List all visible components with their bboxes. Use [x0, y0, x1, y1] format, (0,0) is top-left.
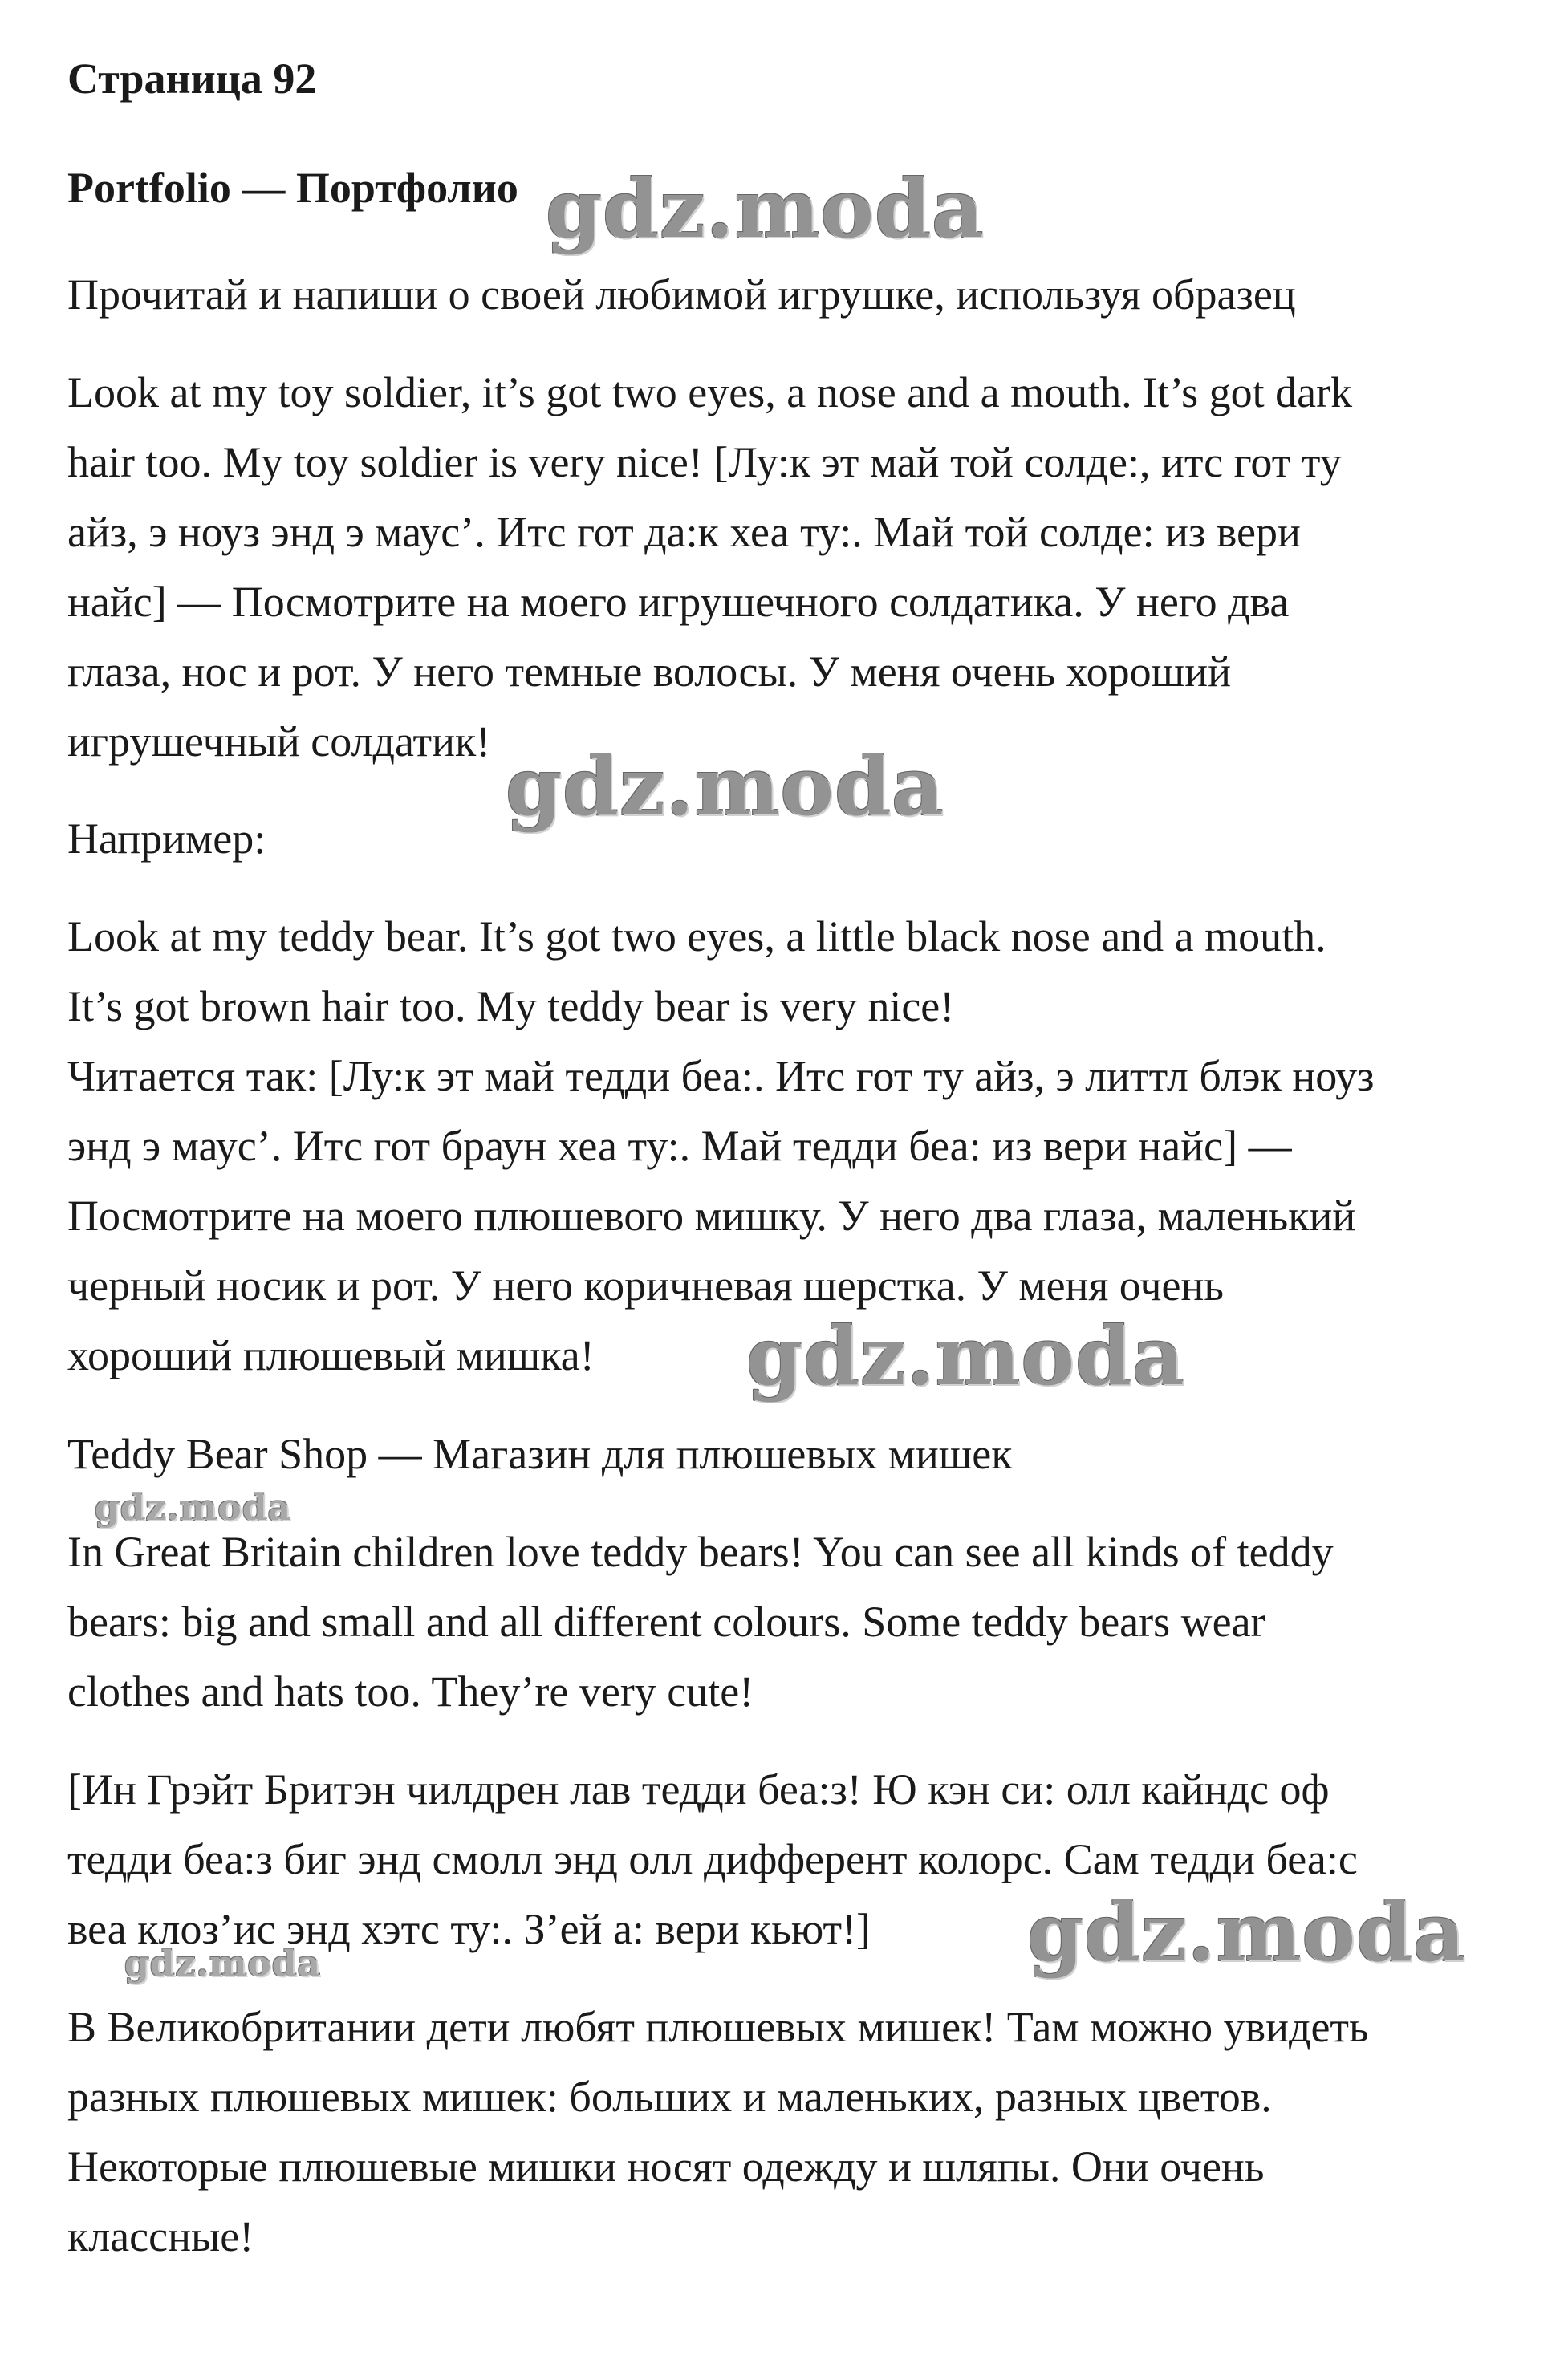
sample-line: hair too. My toy soldier is very nice! [Лу:к эт май той солде:, итс гот ту [67, 438, 1342, 486]
sample-line: Look at my toy soldier, it’s got two eyes, a nose and a mouth. It’s got dark [67, 368, 1353, 416]
watermark-logo: gdz.moda [124, 1944, 322, 1984]
sample-line: игрушечный солдатик! [67, 717, 491, 766]
shop-english-line: In Great Britain children love teddy bears! You can see all kinds of teddy [67, 1528, 1334, 1576]
sample-line: глаза, нос и рот. У него темные волосы. У меня очень хороший [67, 648, 1231, 696]
watermark-logo: gdz.moda [746, 1309, 1185, 1403]
page-title: Страница 92 [67, 55, 317, 103]
watermark-logo: gdz.moda [1027, 1885, 1466, 1980]
shop-english-line: bears: big and small and all different colours. Some teddy bears wear [67, 1598, 1265, 1646]
shop-translation-line: Некоторые плюшевые мишки носят одежду и шляпы. Они очень [67, 2143, 1265, 2191]
shop-transcription-line: тедди беа:з биг энд смолл энд олл дифферент колорс. Сам тедди беа:с [67, 1835, 1358, 1883]
shop-transcription-line: [Ин Грэйт Бритэн чилдрен лав тедди беа:з! Ю кэн си: олл кайндс оф [67, 1765, 1330, 1814]
example-line: It’s got brown hair too. My teddy bear is very nice! [67, 982, 955, 1030]
example-label: Например: [67, 814, 266, 863]
instruction-text: Прочитай и напиши о своей любимой игрушке, используя образец [67, 270, 1296, 319]
shop-translation-line: разных плюшевых мишек: больших и маленьких, разных цветов. [67, 2073, 1272, 2121]
shop-translation-line: классные! [67, 2212, 254, 2260]
example-line: черный носик и рот. У него коричневая шерстка. У меня очень [67, 1261, 1225, 1310]
section-title: Portfolio — Портфолио [67, 164, 518, 212]
example-line: Look at my teddy bear. It’s got two eyes, a little black nose and a mouth. [67, 912, 1326, 961]
watermark-logo: gdz.moda [546, 161, 985, 256]
shop-heading: Teddy Bear Shop — Магазин для плюшевых мишек [67, 1430, 1013, 1478]
sample-line: айз, э ноуз энд э маус’. Итс гот да:к хеа ту:. Май той солде: из вери [67, 508, 1301, 556]
watermark-logo: gdz.moda [95, 1488, 292, 1529]
example-line: хороший плюшевый мишка! [67, 1331, 595, 1379]
shop-english-line: clothes and hats too. They’re very cute! [67, 1667, 754, 1716]
example-line: энд э маус’. Итс гот браун хеа ту:. Май тедди беа: из вери найс] — [67, 1122, 1292, 1170]
shop-translation-line: В Великобритании дети любят плюшевых мишек! Там можно увидеть [67, 2003, 1369, 2051]
shop-transcription-line: веа клоз’ис энд хэтс ту:. З’ей а: вери кьют!] [67, 1905, 871, 1953]
example-line: Читается так: [Лу:к эт май тедди беа:. Итс гот ту айз, э литтл блэк ноуз [67, 1052, 1375, 1100]
example-line: Посмотрите на моего плюшевого мишку. У него два глаза, маленький [67, 1192, 1356, 1240]
sample-line: найс] — Посмотрите на моего игрушечного солдатика. У него два [67, 578, 1290, 626]
watermark-logo: gdz.moda [506, 739, 944, 834]
